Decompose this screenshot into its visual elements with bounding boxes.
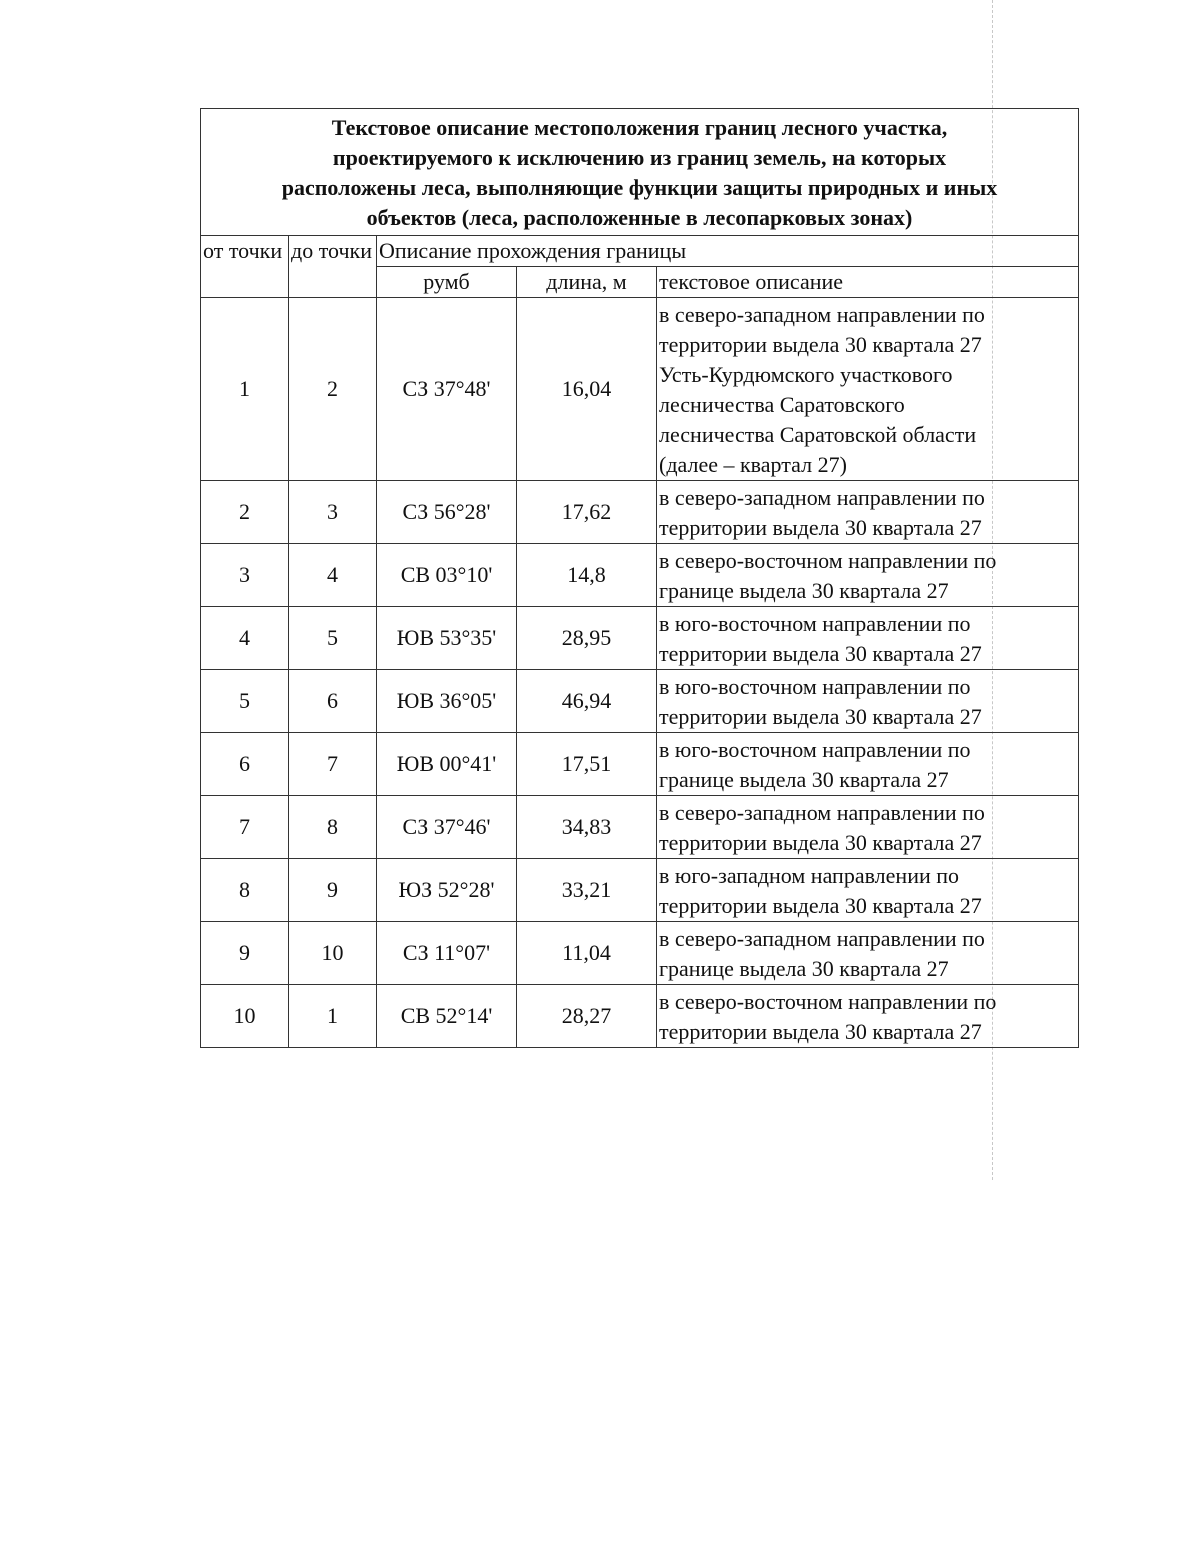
to-point-cell: 6 [289,670,377,733]
description-cell [657,733,1079,796]
to-point-cell: 9 [289,859,377,922]
description-line: территории выдела 30 квартала 27 [659,332,982,357]
bearing-cell: ЮВ 53°35' [377,607,517,670]
description-line: в юго-восточном направлении по [659,611,971,636]
length-cell: 17,51 [517,733,657,796]
length-cell: 28,27 [517,985,657,1048]
from-point-cell: 1 [201,298,289,481]
description-line: (далее – квартал 27) [659,452,847,477]
from-point-cell: 2 [201,481,289,544]
table-row [201,985,1079,1048]
from-point-cell: 5 [201,670,289,733]
table-row [201,796,1079,859]
title-line: Текстовое описание местоположения границ лесного участка, [331,115,948,140]
from-point-cell: 3 [201,544,289,607]
description-line: территории выдела 30 квартала 27 [659,641,982,666]
table-row [201,733,1079,796]
description-cell [657,481,1079,544]
to-point-cell: 2 [289,298,377,481]
length-cell: 46,94 [517,670,657,733]
from-point-cell: 8 [201,859,289,922]
description-line: территории выдела 30 квартала 27 [659,1019,982,1044]
description-line: в северо-восточном направлении по [659,548,997,573]
length-cell: 11,04 [517,922,657,985]
from-point-cell: 9 [201,922,289,985]
from-point-cell: 10 [201,985,289,1048]
bearing-cell: СВ 03°10' [377,544,517,607]
bearing-cell: ЮВ 36°05' [377,670,517,733]
description-line: лесничества Саратовской области [659,422,977,447]
header-to-point: до точки [289,236,377,298]
bearing-cell: СЗ 11°07' [377,922,517,985]
to-point-cell: 1 [289,985,377,1048]
header-boundary-group: Описание прохождения границы [377,236,1079,267]
bearing-cell: СЗ 56°28' [377,481,517,544]
length-cell: 14,8 [517,544,657,607]
bearing-cell: ЮЗ 52°28' [377,859,517,922]
description-line: в юго-восточном направлении по [659,737,971,762]
to-point-cell: 8 [289,796,377,859]
title-line: расположены леса, выполняющие функции защиты природных и иных [281,175,998,200]
table-title [201,109,1079,236]
table-row [201,670,1079,733]
description-cell [657,859,1079,922]
from-point-cell: 7 [201,796,289,859]
description-cell [657,544,1079,607]
table-row [201,922,1079,985]
length-cell: 33,21 [517,859,657,922]
table-row [201,481,1079,544]
boundary-description-table [200,108,1079,1048]
description-line: Усть-Курдюмского участкового [659,362,953,387]
description-line: границе выдела 30 квартала 27 [659,767,949,792]
description-cell [657,670,1079,733]
from-point-cell: 4 [201,607,289,670]
from-point-cell: 6 [201,733,289,796]
bearing-cell: СВ 52°14' [377,985,517,1048]
description-line: в северо-западном направлении по [659,485,985,510]
description-line: в юго-восточном направлении по [659,674,971,699]
to-point-cell: 7 [289,733,377,796]
table-row [201,298,1079,481]
description-line: в северо-западном направлении по [659,800,985,825]
bearing-cell: ЮВ 00°41' [377,733,517,796]
bearing-cell: СЗ 37°46' [377,796,517,859]
description-line: лесничества Саратовского [659,392,905,417]
title-row [201,109,1079,236]
description-line: территории выдела 30 квартала 27 [659,704,982,729]
to-point-cell: 4 [289,544,377,607]
description-cell [657,796,1079,859]
length-cell: 17,62 [517,481,657,544]
description-cell [657,922,1079,985]
to-point-cell: 3 [289,481,377,544]
title-line: проектируемого к исключению из границ земель, на которых [332,145,947,170]
header-length: длина, м [517,267,657,298]
length-cell: 28,95 [517,607,657,670]
description-line: территории выдела 30 квартала 27 [659,515,982,540]
table-row [201,544,1079,607]
description-line: границе выдела 30 квартала 27 [659,578,949,603]
table-row [201,607,1079,670]
description-line: территории выдела 30 квартала 27 [659,893,982,918]
header-bearing: румб [377,267,517,298]
description-cell [657,985,1079,1048]
length-cell: 34,83 [517,796,657,859]
description-line: границе выдела 30 квартала 27 [659,956,949,981]
table-row [201,859,1079,922]
description-line: в северо-западном направлении по [659,926,985,951]
length-cell: 16,04 [517,298,657,481]
header-text-description: текстовое описание [657,267,1079,298]
description-cell [657,607,1079,670]
description-line: в северо-западном направлении по [659,302,985,327]
title-line: объектов (леса, расположенные в лесопарковых зонах) [366,205,913,230]
description-line: в северо-восточном направлении по [659,989,997,1014]
description-cell [657,298,1079,481]
description-line: в юго-западном направлении по [659,863,960,888]
to-point-cell: 10 [289,922,377,985]
header-from-point: от точки [201,236,289,298]
to-point-cell: 5 [289,607,377,670]
bearing-cell: СЗ 37°48' [377,298,517,481]
header-row-1 [201,236,1079,267]
description-line: территории выдела 30 квартала 27 [659,830,982,855]
